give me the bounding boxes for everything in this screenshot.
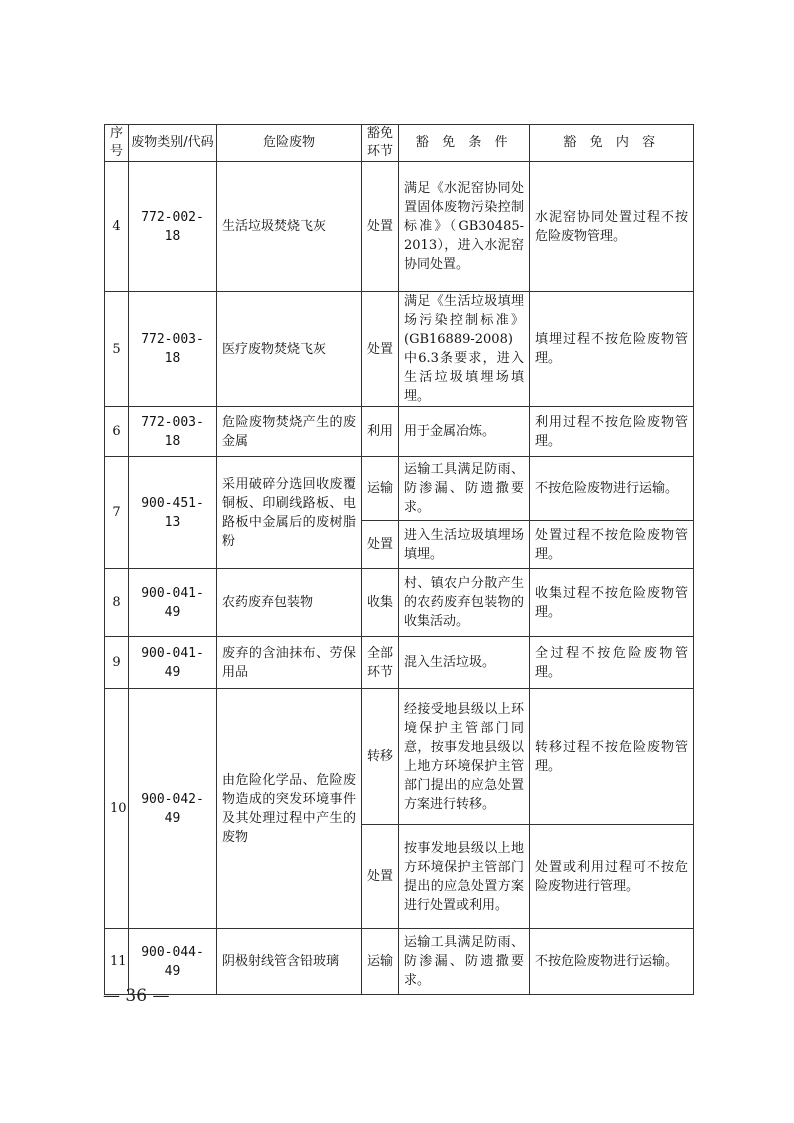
table-row [105,292,694,407]
row-condition: 满足《生活垃圾填埋场污染控制标准》(GB16889-2008)中6.3条要求，进入生活垃圾填埋场填埋。 [399,292,530,407]
row-condition: 混入生活垃圾。 [399,637,530,689]
row-stage: 处置 [362,825,399,929]
row-code: 900-041-49 [129,637,217,689]
row-no: 4 [105,162,129,292]
row-content: 利用过程不按危险废物管理。 [530,407,694,457]
row-condition: 运输工具满足防雨、防渗漏、防遗撒要求。 [399,457,530,521]
row-condition: 村、镇农户分散产生的农药废弃包装物的收集活动。 [399,569,530,637]
row-condition: 按事发地县级以上地方环境保护主管部门提出的应急处置方案进行处置或利用。 [399,825,530,929]
header-condition: 豁 免 条 件 [399,125,530,162]
table-row [105,162,694,292]
row-no: 7 [105,457,129,569]
row-code: 900-044-49 [129,929,217,995]
row-content: 转移过程不按危险废物管理。 [530,689,694,825]
row-stage: 处置 [362,162,399,292]
row-condition: 经接受地县级以上环境保护主管部门同意，按事发地县级以上地方环境保护主管部门提出的应急处置方案进行转移。 [399,689,530,825]
row-no: 6 [105,407,129,457]
row-content: 全过程不按危险废物管理。 [530,637,694,689]
table-row [105,457,694,521]
row-waste: 生活垃圾焚烧飞灰 [217,162,362,292]
row-stage: 处置 [362,292,399,407]
row-code: 900-451-13 [129,457,217,569]
row-code: 772-002-18 [129,162,217,292]
page-number: — 36 — [103,986,170,1006]
row-condition: 用于金属冶炼。 [399,407,530,457]
table-row [105,689,694,825]
row-waste: 采用破碎分选回收废覆铜板、印刷线路板、电路板中金属后的废树脂粉 [217,457,362,569]
row-waste: 农药废弃包装物 [217,569,362,637]
row-condition: 满足《水泥窑协同处置固体废物污染控制标准》（GB30485-2013），进入水泥窑协同处置。 [399,162,530,292]
row-code: 772-003-18 [129,292,217,407]
row-content: 不按危险废物进行运输。 [530,457,694,521]
row-stage: 运输 [362,929,399,995]
row-waste: 由危险化学品、危险废物造成的突发环境事件及其处理过程中产生的废物 [217,689,362,929]
row-code: 900-041-49 [129,569,217,637]
header-waste: 危险废物 [217,125,362,162]
table-row [105,637,694,689]
row-content: 水泥窑协同处置过程不按危险废物管理。 [530,162,694,292]
header-content: 豁 免 内 容 [530,125,694,162]
row-condition: 运输工具满足防雨、防渗漏、防遗撒要求。 [399,929,530,995]
row-no: 11 [105,929,129,995]
header-stage: 豁免环节 [362,125,399,162]
row-stage: 处置 [362,521,399,569]
table-header-row [105,125,694,162]
row-content: 收集过程不按危险废物管理。 [530,569,694,637]
row-content: 处置过程不按危险废物管理。 [530,521,694,569]
row-waste: 废弃的含油抹布、劳保用品 [217,637,362,689]
row-waste: 危险废物焚烧产生的废金属 [217,407,362,457]
row-condition: 进入生活垃圾填埋场填埋。 [399,521,530,569]
table-row [105,929,694,995]
row-stage: 转移 [362,689,399,825]
row-no: 10 [105,689,129,929]
header-code: 废物类别/代码 [129,125,217,162]
table-row [105,407,694,457]
row-stage: 收集 [362,569,399,637]
row-no: 5 [105,292,129,407]
row-waste: 阴极射线管含铅玻璃 [217,929,362,995]
row-content: 不按危险废物进行运输。 [530,929,694,995]
row-stage: 运输 [362,457,399,521]
row-no: 8 [105,569,129,637]
row-waste: 医疗废物焚烧飞灰 [217,292,362,407]
row-stage: 利用 [362,407,399,457]
row-code: 772-003-18 [129,407,217,457]
header-no: 序号 [105,125,129,162]
row-no: 9 [105,637,129,689]
table-row [105,569,694,637]
row-code: 900-042-49 [129,689,217,929]
row-content: 处置或利用过程可不按危险废物进行管理。 [530,825,694,929]
row-stage: 全部环节 [362,637,399,689]
row-content: 填埋过程不按危险废物管理。 [530,292,694,407]
exemption-table [104,124,694,995]
